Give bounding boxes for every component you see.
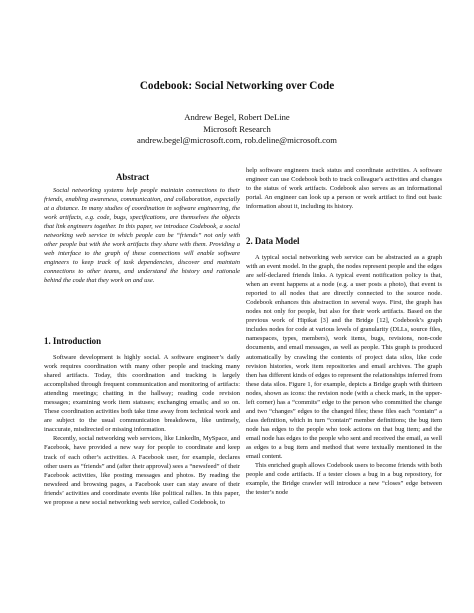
data-model-paragraph-2: This enriched graph allows Codebook users to become friends with both people and code artifacts. If a tester closes a bug in a bug repository, for example, the Bridge crawler will introduce a new “closes” edge between the tester’s node [246, 462, 442, 497]
intro-paragraph-2: Recently, social networking web services, like LinkedIn, MySpace, and Facebook, have provided a new way for people to coordinate and keep track of each other’s activities. A Facebook user, for example, declares other users as “friends” and (after their approval) sees a “newsfeed” of their Facebook activities, like posting messages and photos. By reading the newsfeed and browsing pages, a Facebook user can stay aware of their friends’ activities and coordinate events like political rallies. In this paper, we propose a new social networking web service, called Codebook, to [44, 435, 240, 506]
continued-paragraph: help software engineers track status and coordinate activities. A software engineer can use Codebook both to track colleague’s activities and changes to the status of work artifacts. Codebook also serves as an informational portal. An engineer can look up a person or work artifact to find out basic information about it, including its history. [246, 167, 442, 211]
abstract-body [44, 186, 240, 286]
paper-title: Codebook: Social Networking over Code [139, 80, 335, 92]
author-block [0, 112, 474, 147]
data-model-heading: 2. Data Model [246, 236, 300, 246]
abstract-heading: Abstract [116, 172, 150, 182]
abstract-paragraph: Social networking systems help people maintain connections to their friends, enabling awareness, communication, and collaboration, especially at a distance. In many studies of coordination in software engineering, the work artifacts, e.g. code, bugs, specifications, are themselves the objects that link engineers together. In this paper, we introduce Codebook, a social networking web service in which people can be “friends” not only with other people but with the work artifacts they share with them. Providing a web interface to the graph of these connections will enable software engineers to keep track of task dependencies, discover and maintain connections to other teams, and understand the history and rationale behind the code that they work on and use. [44, 187, 240, 285]
author-affiliation: Microsoft Research [203, 123, 271, 134]
right-column-top [246, 166, 442, 211]
author-emails: andrew.begel@microsoft.com, rob.deline@microsoft.com [137, 135, 337, 145]
author-names: Andrew Begel, Robert DeLine [184, 112, 290, 122]
data-model-paragraph-1: A typical social networking web service can be abstracted as a graph with an event model. In the graph, the nodes represent people and the edges are self-declared friends links. A typical event notification policy is that, when an event happens at a node (e.g. a user posts a photo), that event is reported to all nodes that are directly connected to the source node. Codebook enhances this abstraction in several ways. First, the graph has nodes not only for people, but also for their work artifacts. Based on the previous work of Hipikat [3] and the Bridge [12], Codebook’s graph includes nodes for code at various levels of granularity (DLLs, source files, namespaces, types, members), work items, bugs, revisions, non-code documents, and email messages, as well as people. This graph is produced automatically by crawling the contents of project data silos, like code revision histories, work item repositories and email archives. The graph then has different kinds of edges to represent the relationships inferred from these data silos. Figure 1, for example, depicts a Bridge graph with thirteen nodes, shown as icons: the revision node (with a check mark, in the upper-left corner) has a “commits” edge to the person who committed the change and two “changes” edges to the changed files; these files each “contain” a class definition, which in turn “contain” member definitions; the bug item node has edges to the people who took actions on that bug item; and the email node has edges to the people who sent and received the email, as well as edges to a bug item and method that were textually mentioned in the email content. [246, 254, 442, 461]
introduction-heading: 1. Introduction [44, 336, 102, 346]
introduction-body [44, 353, 240, 507]
data-model-body [246, 253, 442, 497]
intro-paragraph-1: Software development is highly social. A software engineer’s daily work requires coordination with many other people and tracking many shared artifacts. Today, this coordination and tracking is largely accomplished through frequent communication and monitoring of artifacts: attending meetings; chatting in the hallway; reading code revision messages; examining work item statuses; exchanging emails; and so on. These coordination activities both take time away from technical work and are subject to the usual communication breakdowns, like untimely, inaccurate, misdirected or missing information. [44, 354, 240, 434]
